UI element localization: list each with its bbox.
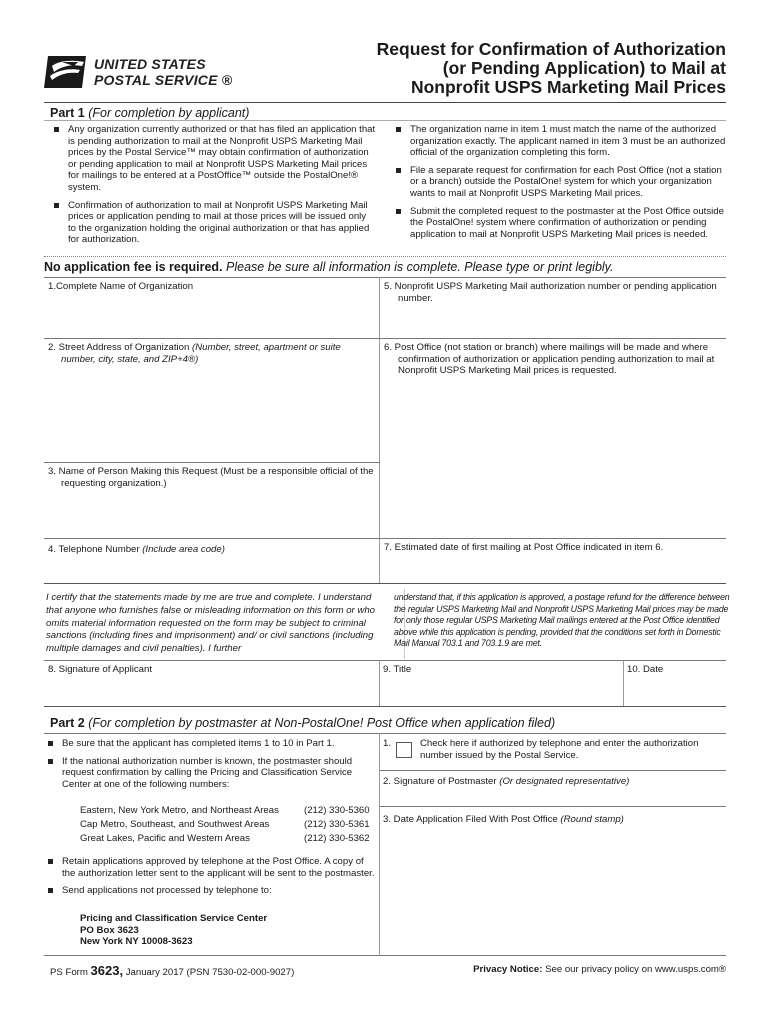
post-office-label: 6. Post Office (not station or branch) where mailings will be made and where confirmation of authorization or application pending authorization to mail at Nonprofit USPS Marketing Mail prices is requested.	[384, 342, 715, 377]
form-id	[50, 963, 294, 978]
region-row	[80, 804, 380, 818]
phone-authorized-checkbox[interactable]	[396, 742, 412, 758]
first-mailing-date-label: 7. Estimated date of first mailing at Post Office indicated in item 6.	[384, 542, 664, 553]
applicant-signature-field[interactable]	[48, 664, 374, 704]
org-name-field[interactable]	[48, 281, 374, 337]
header-divider	[44, 102, 726, 103]
part1-heading-note: (For completion by applicant)	[88, 106, 250, 120]
part2-heading	[50, 716, 555, 730]
part2-line	[380, 806, 726, 807]
requester-name-field[interactable]	[48, 466, 378, 536]
phone-auth-number: 1.	[383, 738, 392, 749]
postmaster-signature-field[interactable]	[383, 776, 723, 804]
usps-eagle-icon	[44, 54, 88, 90]
street-address-note: (Number, street, apartment or suite number, city, state, and ZIP+4®)	[61, 342, 341, 365]
form-prefix: PS Form	[50, 967, 88, 978]
form-title	[306, 40, 726, 97]
authorization-number-label: 5. Nonprofit USPS Marketing Mail authorization number or pending application number.	[384, 281, 717, 304]
certification-left: I certify that the statements made by me are true and complete. I understand that anyone who furnishes false or misleading information on this form or who omits material information requested on the form may be subject to criminal sanctions (including fines and imprisonment) and/ or civil sanctions (including multiple damages and civil penalties). I further	[46, 592, 376, 655]
part1-heading-divider	[44, 120, 726, 121]
part1-heading-label: Part 1	[50, 106, 85, 120]
title-line1: Request for Confirmation of Authorization	[376, 39, 726, 59]
address-line: New York NY 10008-3623	[80, 936, 193, 948]
telephone-label: 4. Telephone Number	[48, 544, 140, 555]
part2-bullet: Be sure that the applicant has completed items 1 to 10 in Part 1.	[40, 738, 376, 750]
part1-left-bullets	[46, 124, 376, 252]
date-label: 10. Date	[627, 664, 664, 675]
part2-bullets-lower	[40, 856, 376, 903]
postmaster-signature-note: (Or designated representative)	[499, 776, 630, 787]
region-name: Eastern, New York Metro, and Northeast Areas	[80, 805, 279, 816]
part2-bullets	[40, 738, 376, 796]
mailing-address	[80, 913, 370, 948]
requester-name-label: 3. Name of Person Making this Request (Must be a responsible official of the requesting organization.)	[48, 466, 374, 489]
part2-bullet: Retain applications approved by telephone at the Post Office. A copy of the authorization letter sent to the applicant will be sent to the postmaster.	[40, 856, 376, 879]
telephone-note: (Include area code)	[142, 544, 225, 555]
applicant-signature-label: 8. Signature of Applicant	[48, 664, 153, 675]
date-field[interactable]	[627, 664, 725, 704]
first-mailing-date-field[interactable]	[384, 542, 724, 582]
grid-line	[44, 462, 380, 463]
part1-bullet: Submit the completed request to the postmaster at the Post Office outside the PostalOne! system where confirmation of authorization or pending application to mail at Nonprofit USPS Marketing Mail prices is needed.	[388, 206, 728, 241]
region-phone: (212) 330-5361	[304, 819, 370, 830]
date-filed-note: (Round stamp)	[560, 814, 624, 825]
region-phone-list	[80, 804, 380, 846]
part1-heading	[50, 106, 249, 120]
address-line: PO Box 3623	[80, 924, 139, 936]
telephone-field[interactable]	[48, 544, 374, 582]
logo-line2: POSTAL SERVICE ®	[94, 72, 233, 88]
part1-bullet: File a separate request for confirmation for each Post Office (not a station or a branch) outside the PostalOne! system for which your organization wants to mail at Nonprofit USPS Marketing Mail prices.	[388, 165, 728, 200]
street-address-label: 2. Street Address of Organization	[48, 342, 190, 353]
grid-line	[44, 338, 380, 339]
form-info: January 2017 (PSN 7530-02-000-9027)	[125, 967, 295, 978]
region-phone: (212) 330-5360	[304, 805, 370, 816]
certification-right: understand that, if this application is approved, a postage refund for the difference between the regular USPS Marketing Mail and Nonprofit USPS Marketing Mail prices may be made for only those regular USPS Marketing Mail mailings entered at the Post Office identified above while this application is pending, provided that the conditions set forth in Domestic Mail Manual 703.1 and 703.1.9 are met.	[394, 592, 730, 649]
privacy-label: Privacy Notice:	[473, 964, 543, 975]
postmaster-signature-label: 2. Signature of Postmaster	[383, 776, 497, 787]
date-filed-stamp-field[interactable]	[383, 814, 723, 952]
grid-line	[44, 538, 726, 539]
part2-bullet: If the national authorization number is known, the postmaster should request confirmation by calling the Pricing and Classification Service Center at one of the following numbers:	[40, 756, 376, 791]
privacy-notice	[473, 964, 726, 975]
part2-heading-label: Part 2	[50, 716, 85, 730]
grid-line	[44, 277, 726, 278]
title-field[interactable]	[383, 664, 619, 704]
region-row	[80, 832, 380, 846]
footer-divider	[44, 955, 726, 956]
usps-logo	[44, 54, 233, 90]
authorization-number-field[interactable]	[384, 281, 724, 337]
grid-line	[44, 706, 726, 707]
phone-authorized-label: Check here if authorized by telephone and enter the authorization number issued by the Postal Service.	[420, 738, 699, 761]
nofee-italic: Please be sure all information is complete. Please type or print legibly.	[226, 260, 614, 274]
part1-bullet: Confirmation of authorization to mail at Nonprofit USPS Marketing Mail prices or application pending to mail at those prices will be issued only to the organization holding the original authorization or that has applied for authorization.	[46, 200, 376, 246]
grid-vline	[379, 660, 380, 706]
part2-heading-note: (For completion by postmaster at Non-PostalOne! Post Office when application filed)	[88, 716, 556, 730]
part2-line	[380, 770, 726, 771]
grid-line	[44, 583, 726, 584]
title-line2: (or Pending Application) to Mail at	[442, 58, 726, 78]
org-name-label: 1.Complete Name of Organization	[48, 281, 194, 292]
part1-bullet: The organization name in item 1 must match the name of the authorized organization exactly. The applicant named in item 3 must be an authorized official of the organization completing this form.	[388, 124, 728, 159]
logo-line1: UNITED STATES	[94, 56, 206, 72]
date-filed-label: 3. Date Application Filed With Post Office	[383, 814, 558, 825]
part1-bullet: Any organization currently authorized or that has filed an application that is pending authorization to mail at the Nonprofit USPS Marketing Mail prices by the Postal Service™ may obtain confirmation of authorization or pending application to mail at Nonprofit USPS Marketing Mail prices for mailings to be entered at a PostOffice™ outside the PostalOne!® system.	[46, 124, 376, 194]
privacy-link[interactable]: See our privacy policy on www.usps.com®	[545, 964, 726, 975]
region-name: Cap Metro, Southeast, and Southwest Areas	[80, 819, 270, 830]
address-line: Pricing and Classification Service Center	[80, 913, 268, 924]
region-name: Great Lakes, Pacific and Western Areas	[80, 833, 250, 844]
nofee-bold: No application fee is required.	[44, 260, 223, 274]
region-phone: (212) 330-5362	[304, 833, 370, 844]
post-office-field[interactable]	[384, 342, 724, 532]
title-label: 9. Title	[383, 664, 412, 675]
grid-line	[380, 338, 726, 339]
nofee-notice	[44, 260, 726, 274]
part1-right-bullets	[388, 124, 728, 246]
form-number: 3623,	[90, 963, 124, 978]
title-line3: Nonprofit USPS Marketing Mail Prices	[410, 77, 726, 97]
nofee-divider	[44, 256, 726, 257]
street-address-field[interactable]	[48, 342, 374, 460]
region-row	[80, 818, 380, 832]
part2-heading-divider	[44, 733, 726, 734]
grid-vline	[623, 660, 624, 706]
part2-bullet: Send applications not processed by telephone to:	[40, 885, 376, 897]
